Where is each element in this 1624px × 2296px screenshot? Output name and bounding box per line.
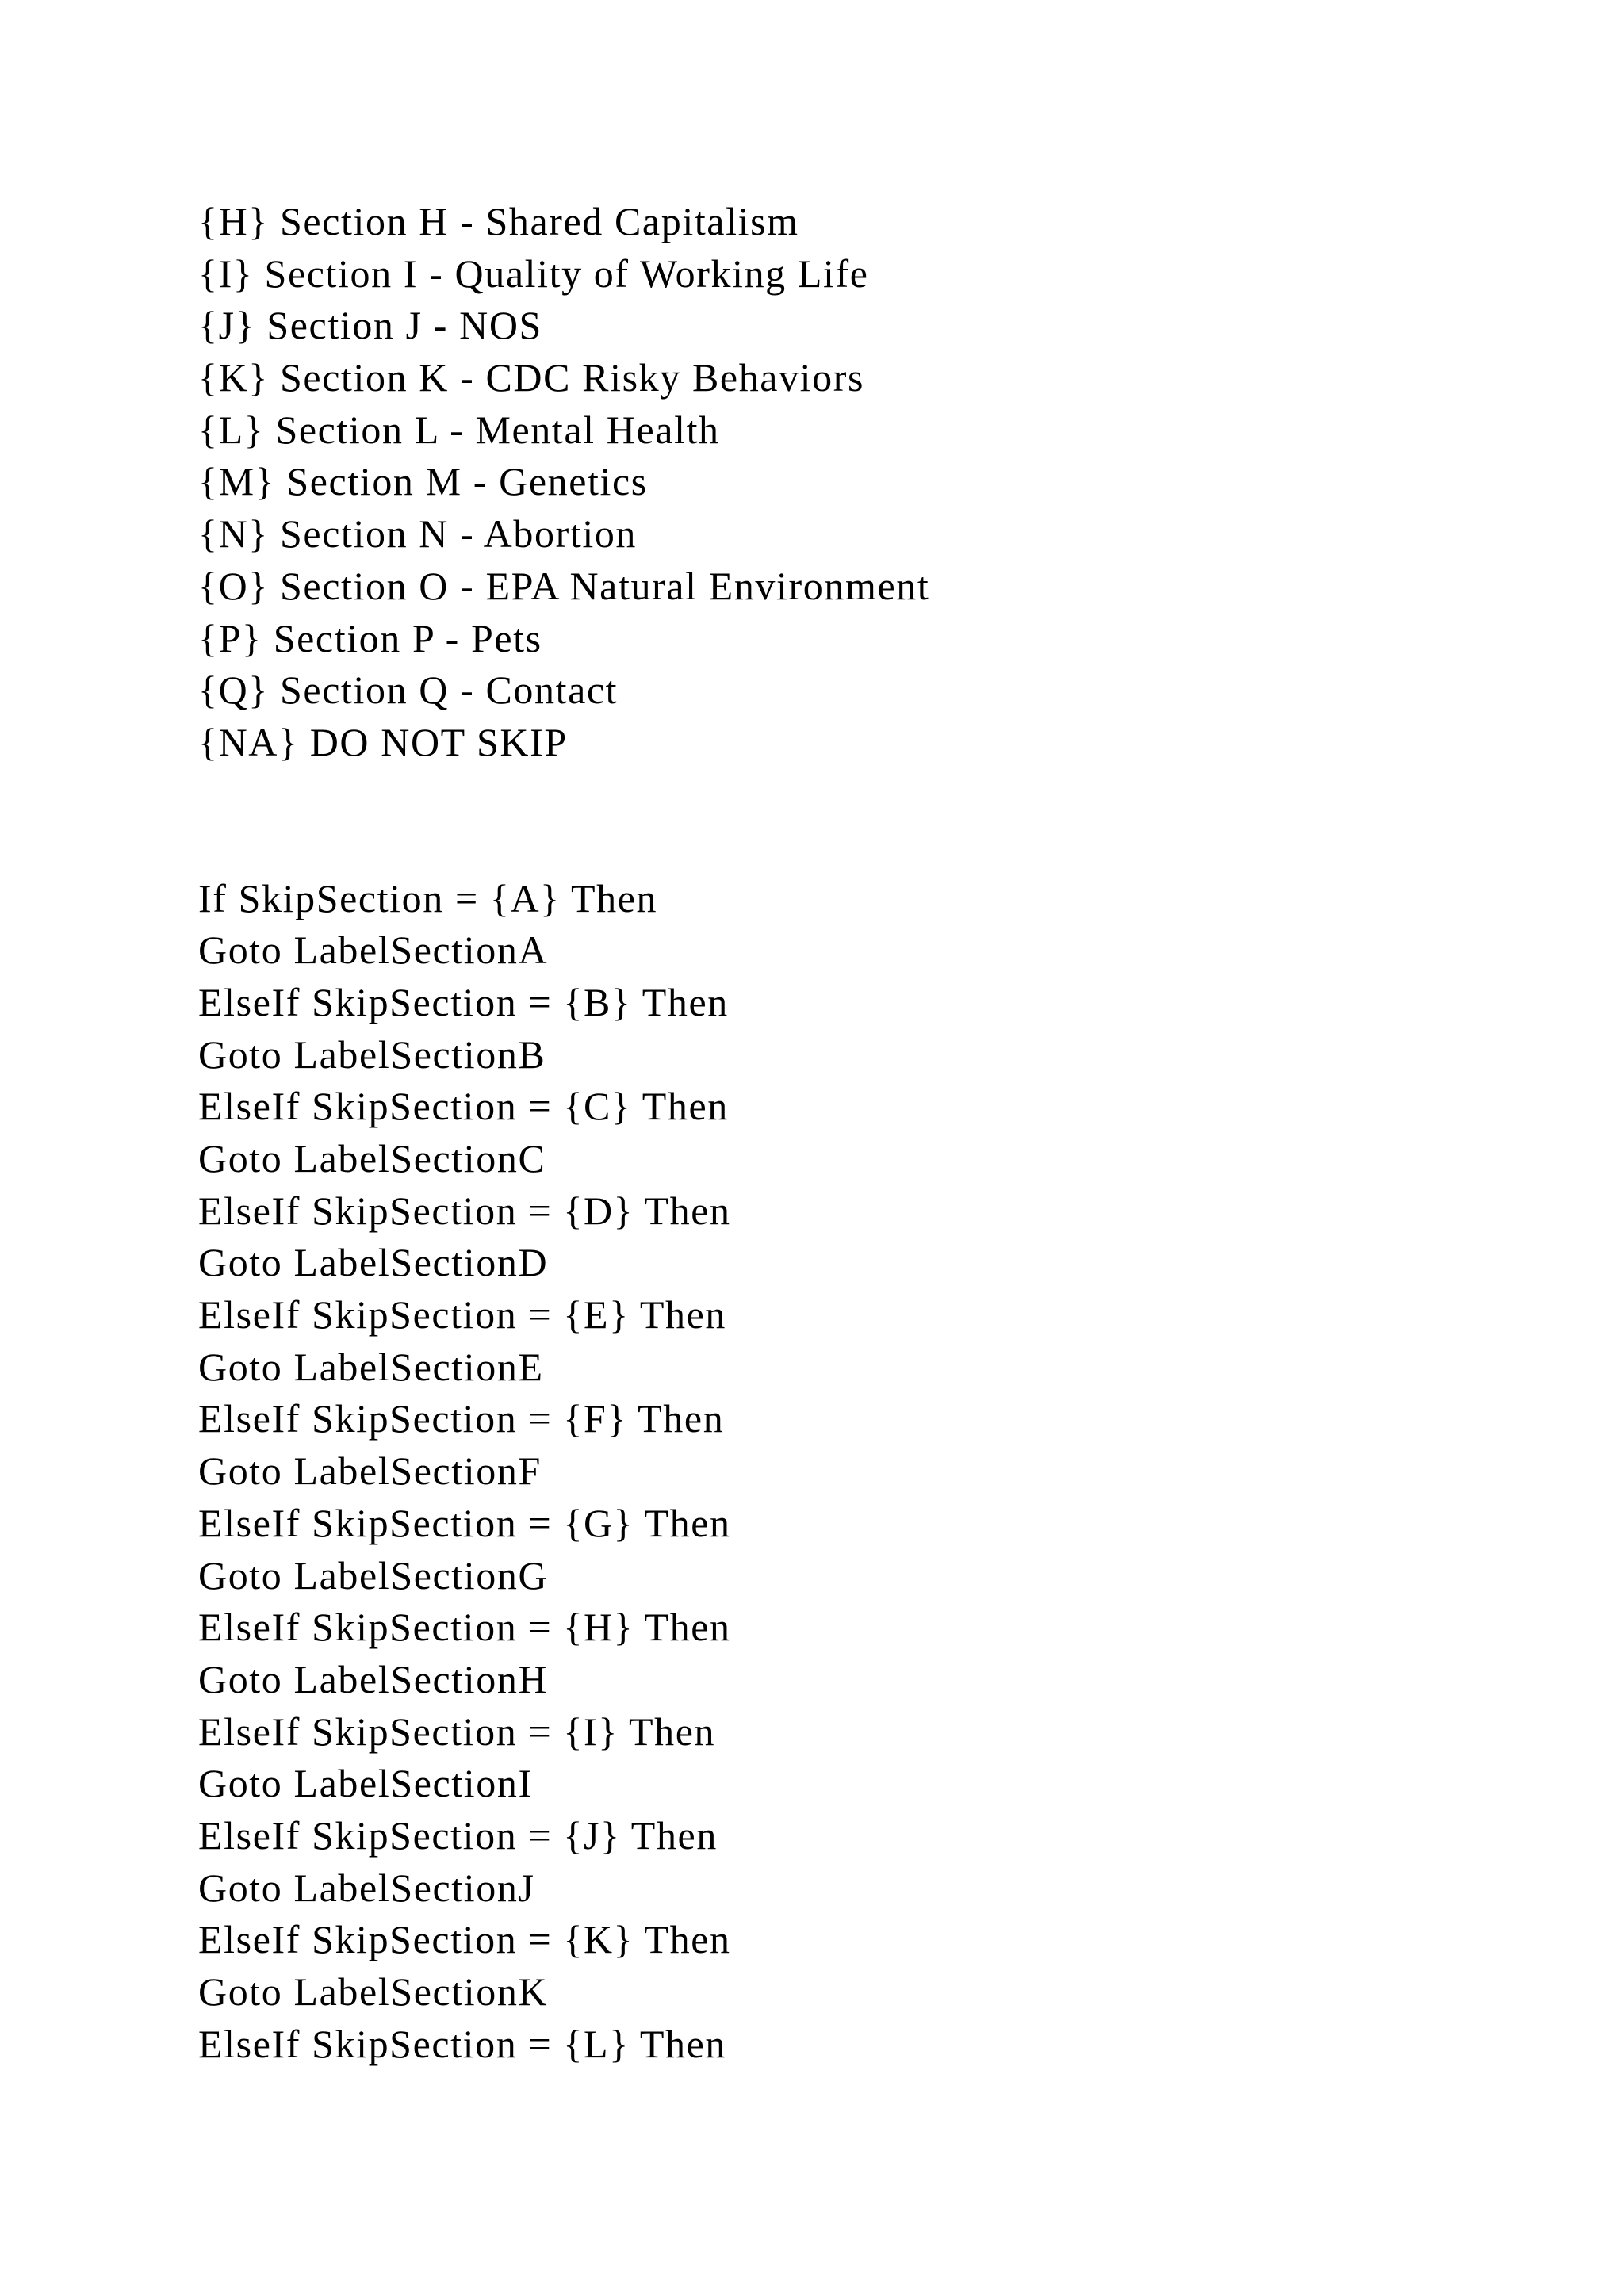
code-line: Goto LabelSectionC [198,1136,546,1181]
section-list-item: {J} Section J - NOS [198,303,542,348]
code-line: Goto LabelSectionH [198,1656,549,1701]
section-list [198,196,1546,769]
section-list-item: {L} Section L - Mental Health [198,407,720,452]
code-line: ElseIf SkipSection = {G} Then [198,1500,731,1545]
code-line: Goto LabelSectionI [198,1761,533,1806]
code-line: Goto LabelSectionB [198,1031,546,1077]
code-line: ElseIf SkipSection = {K} Then [198,1917,731,1962]
section-list-item: {I} Section I - Quality of Working Life [198,251,869,296]
code-line: Goto LabelSectionF [198,1448,542,1494]
code-line: ElseIf SkipSection = {B} Then [198,979,729,1024]
code-line: ElseIf SkipSection = {H} Then [198,1605,731,1650]
section-list-item: {NA} DO NOT SKIP [198,719,568,764]
code-line: Goto LabelSectionE [198,1344,544,1389]
section-list-item: {N} Section N - Abortion [198,511,638,557]
code-line: ElseIf SkipSection = {F} Then [198,1396,725,1441]
code-line: Goto LabelSectionA [198,928,549,973]
section-list-item: {H} Section H - Shared Capitalism [198,199,799,243]
section-list-item: {O} Section O - EPA Natural Environment [198,563,930,608]
code-line: ElseIf SkipSection = {I} Then [198,1709,716,1754]
code-line: ElseIf SkipSection = {C} Then [198,1084,729,1129]
section-list-item: {M} Section M - Genetics [198,459,648,504]
skip-logic-code [198,873,1546,2071]
code-line: Goto LabelSectionJ [198,1865,535,1910]
code-line: Goto LabelSectionK [198,1969,549,2014]
section-list-item: {K} Section K - CDC Risky Behaviors [198,355,865,400]
code-line: Goto LabelSectionD [198,1240,549,1285]
section-list-item: {P} Section P - Pets [198,615,542,660]
code-line: ElseIf SkipSection = {L} Then [198,2021,727,2066]
code-line: ElseIf SkipSection = {E} Then [198,1292,727,1337]
code-line: ElseIf SkipSection = {J} Then [198,1812,718,1858]
document-body [198,196,1546,2070]
code-line: Goto LabelSectionG [198,1552,549,1598]
section-list-item: {Q} Section Q - Contact [198,668,619,713]
code-line: If SkipSection = {A} Then [198,875,658,920]
code-line: ElseIf SkipSection = {D} Then [198,1188,731,1233]
